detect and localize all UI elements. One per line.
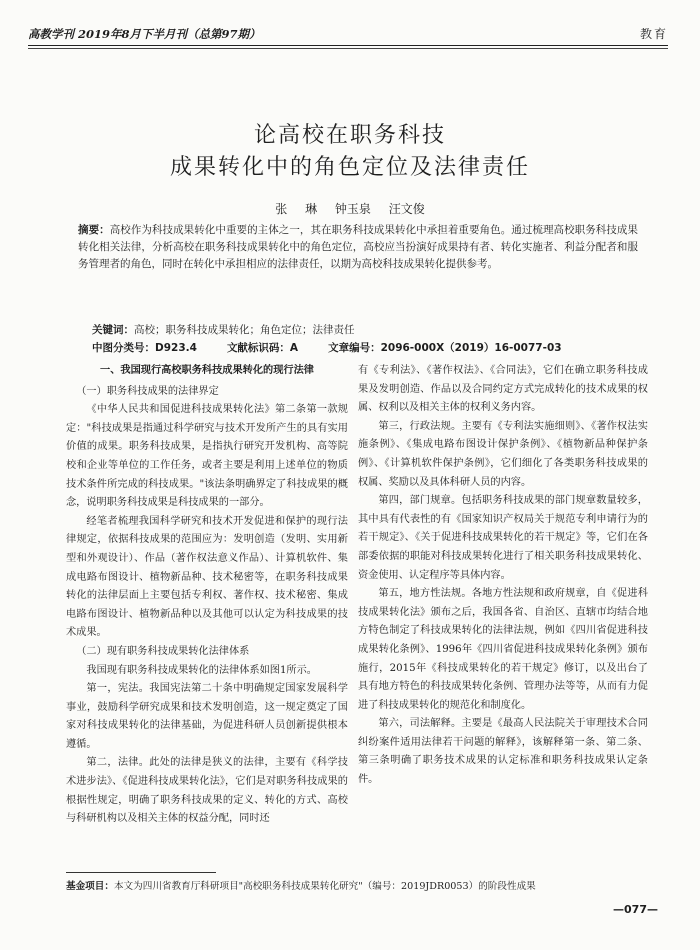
paragraph: 第六，司法解释。主要是《最高人民法院关于审理技术合同纠纷案件适用法律若干问题的解释》，该解释第一条、第二条、第三条明确了职务技术成果的认定标准和职务科技成果认定条件。 — [358, 718, 648, 786]
article-number: 文章编号：2096-000X（2019）16-0077-03 — [328, 342, 562, 354]
section-heading-1: 一、我国现行高校职务科技成果转化的现行法律 — [100, 365, 314, 376]
paragraph: 第三，行政法规。主要有《专利法实施细则》、《著作权法实施条例》、《集成电路布图设计保护条例》、《植物新品种保护条例》、《计算机软件保护条例》，它们细化了各类职务科技成果的权属、奖励以及具体科研人员的内容。 — [358, 420, 648, 488]
paragraph: 第二，法律。此处的法律是狭义的法律，主要有《科学技术进步法》、《促进科技成果转化法》，它们是对职务科技成果的根据性规定，明确了职务科技成果的定义、转化的方式、高校与科研机构以及相关主体的权益分配，同时还 — [66, 757, 348, 825]
footnote-rule — [66, 872, 216, 873]
paragraph: 我国现有职务科技成果转化的法律体系如图1所示。 — [86, 664, 317, 676]
header-rule-thin — [28, 48, 668, 49]
funding-label: 基金项目： — [66, 881, 114, 892]
subsection-heading-1-2: （二）现有职务科技成果转化法律体系 — [76, 645, 250, 657]
paragraph: 经笔者梳理我国科学研究和技术开发促进和保护的现行法律规定，依据科技成果的范围应为：发明创造（发明、实用新型和外观设计）、作品（著作权法意义作品）、计算机软件、集成电路布图设计、植物新品种、技术秘密等，在职务科技成果转化的法律层面上主要包括专利权、著作权、技术秘密、集成电路布图设计、植物新品种以及其他可以认定为科技成果的技术成果。 — [66, 515, 348, 639]
funding-note — [66, 878, 666, 892]
paragraph: 第五，地方性法规。各地方性法规和政府规章，自《促进科技成果转化法》颁布之后，我国各省、自治区、直辖市均结合地方特色制定了科技成果转化的法律法规，例如《四川省促进科技成果转化条例》、1996年《四川省促进科技成果转化条例》颁布施行，2015年《科技成果转化的若干规定》修订，以及出台了具有地方特色的科技成果转化条例、管理办法等等，从而有力促进了科技成果转化的规范化和制度化。 — [358, 588, 648, 711]
author-list: 张 琳 钟玉泉 汪文俊 — [275, 202, 425, 216]
page-number: —077— — [613, 903, 658, 916]
journal-name: 高教学刊 2019年8月下半月刊（总第97期） — [28, 27, 261, 41]
body-column-left — [66, 362, 348, 829]
paragraph: 有《专利法》、《著作权法》、《合同法》，它们在确立职务科技成果及发明创造、作品以及合同约定方式完成转化的技术成果的权属、权利以及相关主体的权利义务内容。 — [358, 365, 648, 414]
clc-number: 中图分类号：D923.4 — [92, 342, 197, 354]
article-title-line1: 论高校在职务科技 — [253, 123, 446, 148]
running-header — [28, 20, 668, 42]
keywords-label: 关键词： — [92, 324, 134, 336]
classification-line — [92, 340, 652, 355]
paragraph: 第四，部门规章。包括职务科技成果的部门规章数量较多，其中具有代表性的有《国家知识产权局关于规范专利申请行为的若干规定》、《关于促进科技成果转化的若干规定》等，它们在各部委依据的职能对科技成果转化进行了相关职务科技成果转化、资金使用、认定程序等具体内容。 — [358, 495, 648, 581]
abstract — [78, 222, 638, 273]
funding-text: 本文为四川省教育厅科研项目"高校职务科技成果转化研究"（编号：2019JDR0053）的阶段性成果 — [113, 881, 536, 892]
article-title-line2: 成果转化中的角色定位及法律责任 — [169, 155, 530, 180]
keywords — [92, 322, 652, 337]
header-rule — [28, 45, 668, 46]
document-code: 文献标识码：A — [226, 342, 299, 354]
keywords-text: 高校；职务科技成果转化；角色定位；法律责任 — [134, 324, 355, 336]
body-column-right — [358, 362, 648, 790]
paragraph: 《中华人民共和国促进科技成果转化法》第二条第一款规定："科技成果是指通过科学研究与技术开发所产生的具有实用价值的成果。职务科技成果，是指执行研究开发机构、高等院校和企业等单位的工作任务，或者主要是利用上述单位的物质技术条件所完成的科技成果。"该法条明确界定了科技成果的概念，说明职务科技成果是科技成果的一部分。 — [66, 404, 348, 509]
subsection-heading-1-1: （一）职务科技成果的法律界定 — [76, 385, 219, 397]
paragraph: 第一，宪法。我国宪法第二十条中明确规定国家发展科学事业，鼓励科学研究成果和技术发明创造，这一规定奠定了国家对科技成果转化的法律基础，为促进科研人员创新提供根本遵循。 — [66, 683, 348, 750]
abstract-label: 摘要： — [78, 224, 110, 236]
section-label: 教育 — [639, 27, 668, 41]
abstract-text: 高校作为科技成果转化中重要的主体之一，其在职务科技成果转化中承担着重要角色。通过梳理高校职务科技成果转化相关法律，分析高校在职务科技成果转化中的角色定位，高校应当扮演好成果持有者、转化实施者、利益分配者和服务管理者的角色，同时在转化中承担相应的法律责任，以期为高校科技成果转化提供参考。 — [78, 224, 638, 270]
